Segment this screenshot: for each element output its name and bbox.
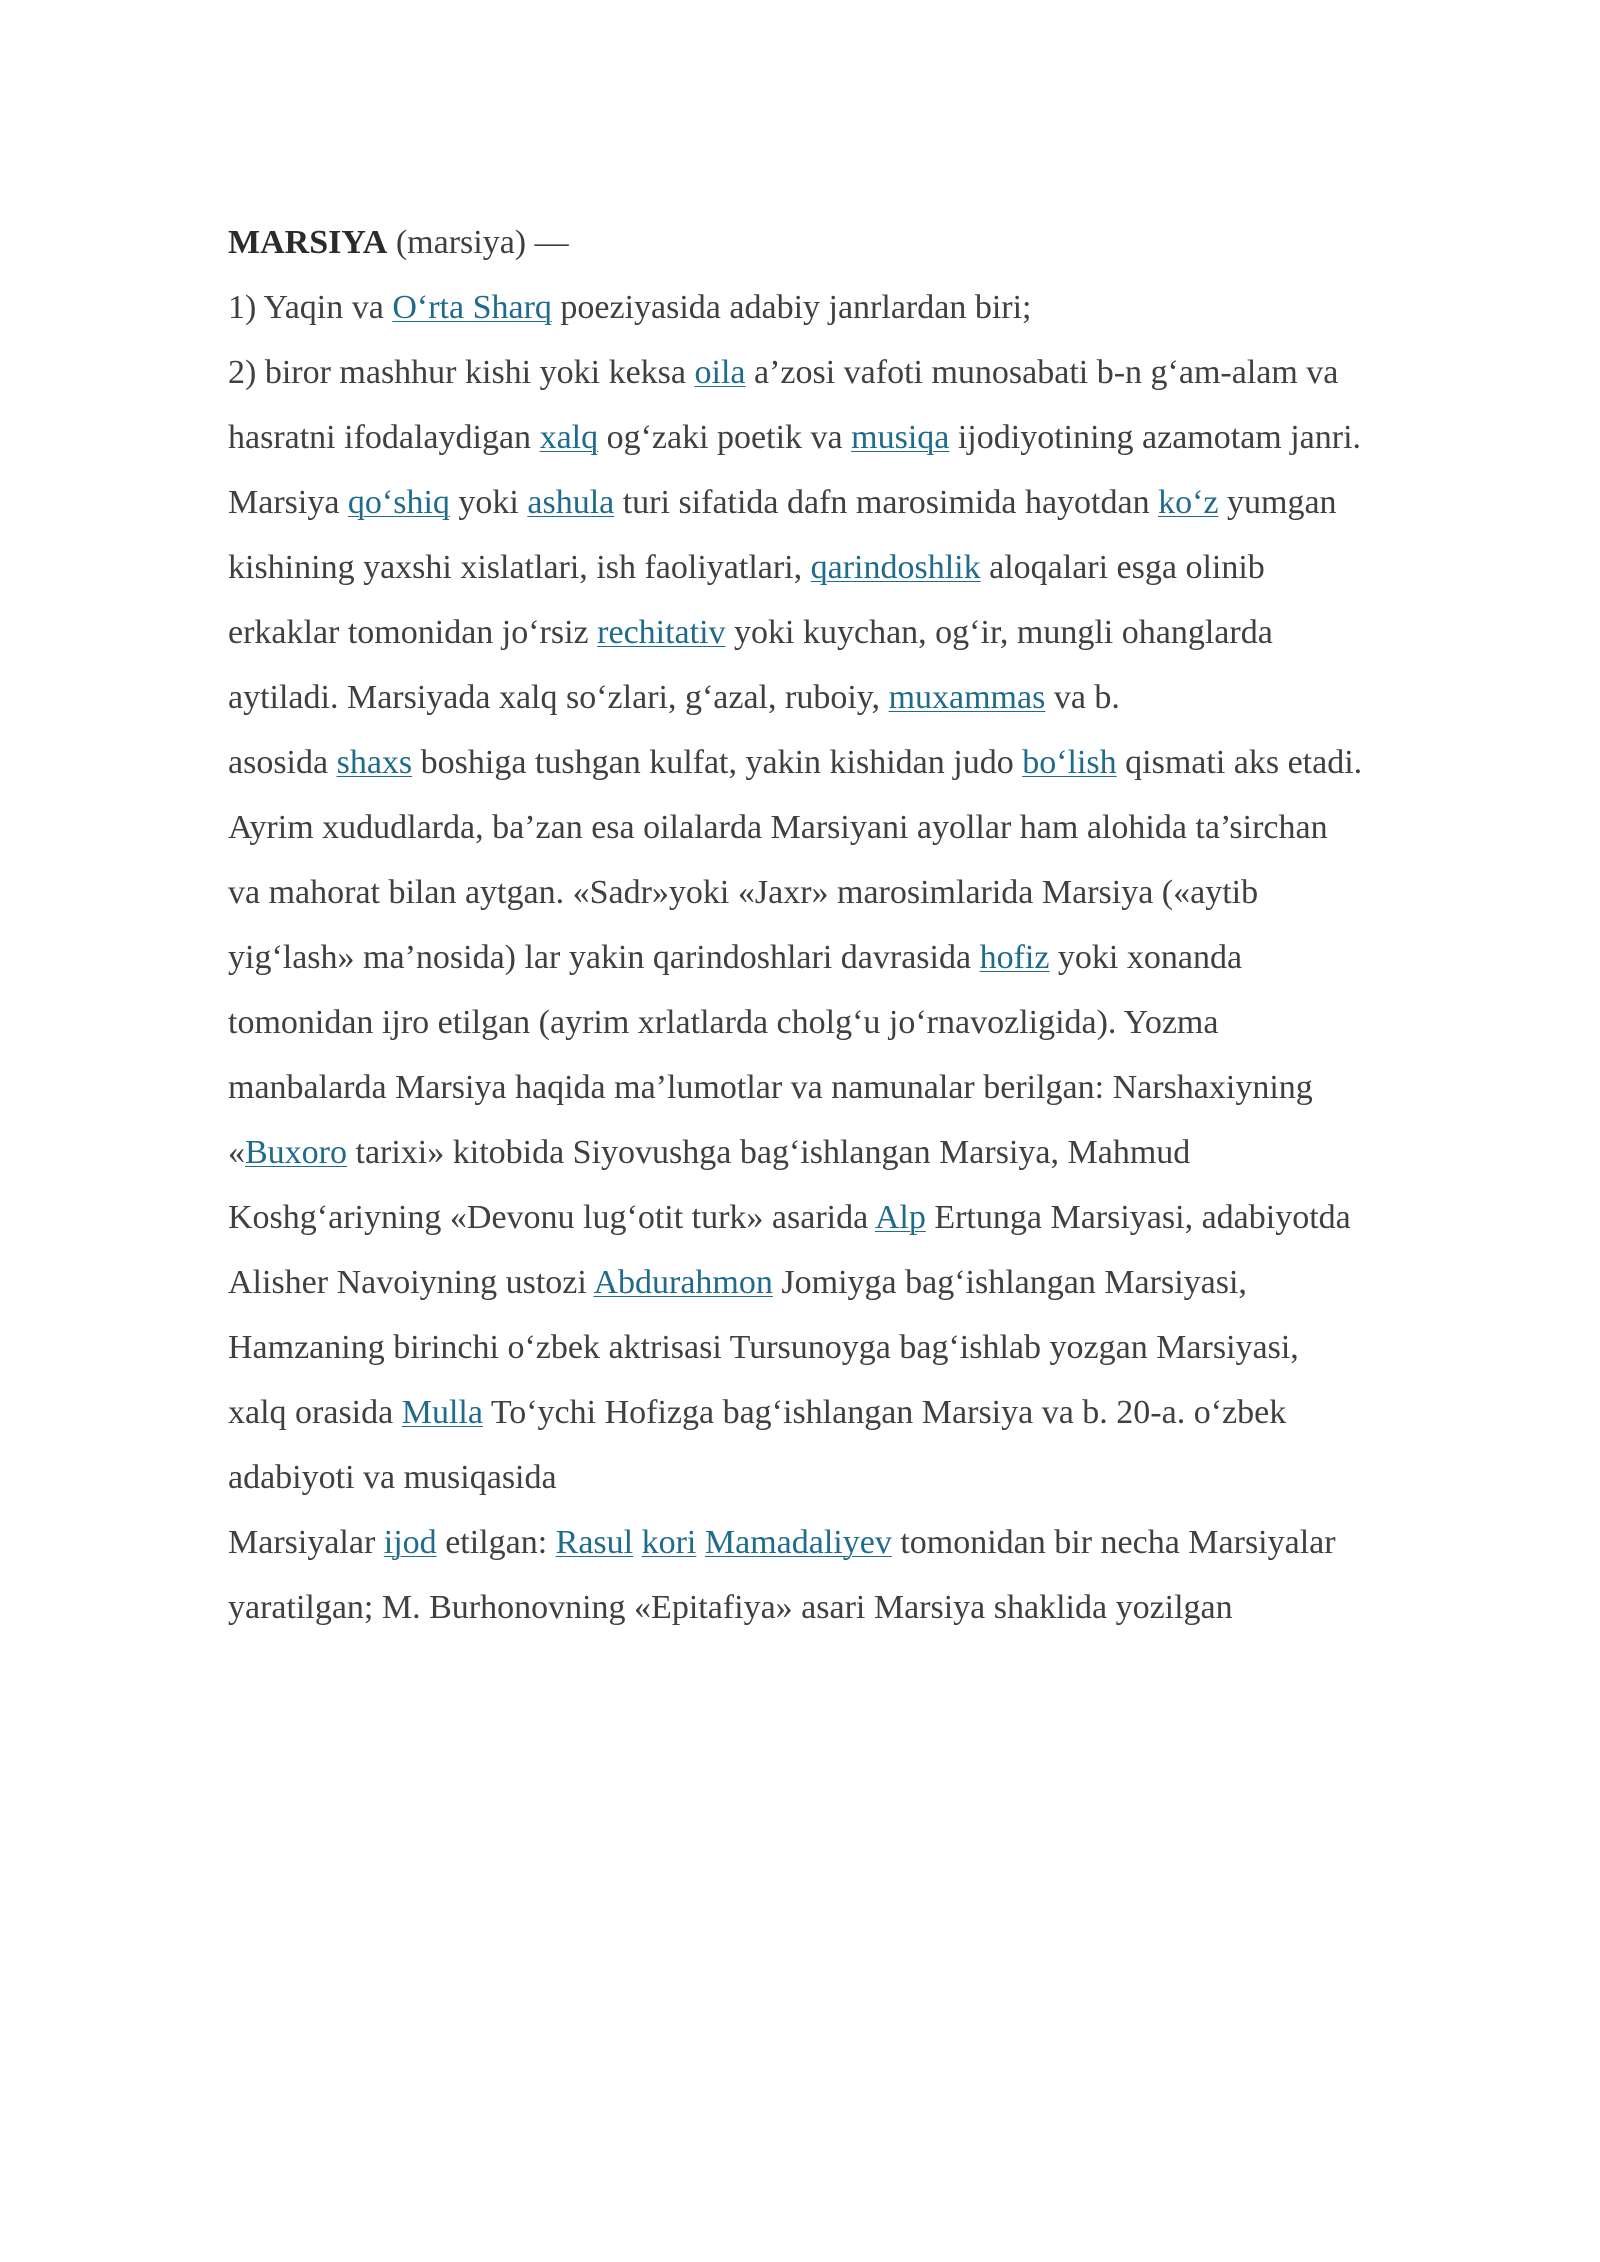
text-run: tomonidan ijro etilgan (ayrim xrlatlarda cholg‘u jo‘rnavozligida). Yozma <box>228 1004 1219 1041</box>
text-line <box>228 1445 1528 1510</box>
text-line <box>228 1315 1528 1380</box>
article-heading-line <box>228 210 1528 275</box>
term-link[interactable]: shaxs <box>336 744 413 781</box>
text-line <box>228 405 1528 470</box>
text-line <box>228 990 1528 1055</box>
text-line <box>228 470 1528 535</box>
text-run: Ertunga Marsiyasi, adabiyotda <box>925 1199 1351 1236</box>
text-line <box>228 600 1528 665</box>
text-line <box>228 1120 1528 1185</box>
term-link[interactable]: rechitativ <box>597 614 726 651</box>
text-run: yoki xonanda <box>1049 939 1243 976</box>
text-run: ijodiyotining azamotam janri. <box>949 419 1362 456</box>
text-run: manbalarda Marsiya haqida ma’lumotlar va namunalar berilgan: Narshaxiyning <box>228 1069 1313 1106</box>
text-run: (marsiya) — <box>387 224 569 261</box>
text-line <box>228 1185 1528 1250</box>
term-link[interactable]: Buxoro <box>245 1134 347 1171</box>
term-link[interactable]: qarindoshlik <box>810 549 981 586</box>
text-run: va mahorat bilan aytgan. «Sadr»yoki «Jaxr» marosimlarida Marsiya («aytib <box>228 874 1259 911</box>
text-line <box>228 535 1528 600</box>
text-line <box>228 925 1528 990</box>
text-run: etilgan: <box>436 1524 556 1561</box>
term-link[interactable]: oila <box>694 354 746 391</box>
text-run: 1) Yaqin va <box>228 289 393 326</box>
text-run: To‘ychi Hofizga bag‘ishlangan Marsiya va b. 20-a. o‘zbek <box>482 1394 1287 1431</box>
term-link[interactable]: bo‘lish <box>1022 744 1117 781</box>
text-line <box>228 1510 1528 1575</box>
text-run: erkaklar tomonidan jo‘rsiz <box>228 614 598 651</box>
text-run: yoki <box>449 484 528 521</box>
text-run: « <box>228 1134 245 1171</box>
term-link[interactable]: muxammas <box>888 679 1046 716</box>
text-run <box>633 1524 642 1561</box>
text-run: aytiladi. Marsiyada xalq so‘zlari, g‘azal, ruboiy, <box>228 679 889 716</box>
term-link[interactable]: ijod <box>383 1524 437 1561</box>
text-run: Koshg‘ariyning «Devonu lug‘otit turk» asarida <box>228 1199 875 1236</box>
article-body <box>228 210 1528 1640</box>
text-run: a’zosi vafoti munosabati b-n g‘am-alam va <box>745 354 1339 391</box>
term-link[interactable]: Abdurahmon <box>593 1264 773 1301</box>
text-run: Hamzaning birinchi o‘zbek aktrisasi Tursunoyga bag‘ishlab yozgan Marsiyasi, <box>228 1329 1299 1366</box>
text-run: Marsiya <box>228 484 348 521</box>
text-run: asosida <box>228 744 337 781</box>
text-line <box>228 1380 1528 1445</box>
text-run: tarixi» kitobida Siyovushga bag‘ishlangan Marsiya, Mahmud <box>347 1134 1191 1171</box>
text-line <box>228 730 1528 795</box>
text-run: yumgan <box>1218 484 1337 521</box>
term-link[interactable]: Mulla <box>401 1394 483 1431</box>
text-line <box>228 275 1528 340</box>
term-link[interactable]: ko‘z <box>1158 484 1219 521</box>
text-line <box>228 665 1528 730</box>
text-line <box>228 1250 1528 1315</box>
term-link[interactable]: ashula <box>527 484 615 521</box>
text-line <box>228 340 1528 405</box>
text-run <box>696 1524 705 1561</box>
text-run: yig‘lash» ma’nosida) lar yakin qarindoshlari davrasida <box>228 939 980 976</box>
text-run: tomonidan bir necha Marsiyalar <box>891 1524 1336 1561</box>
text-run: boshiga tushgan kulfat, yakin kishidan judo <box>412 744 1023 781</box>
term-link[interactable]: Mamadaliyev <box>704 1524 892 1561</box>
term-link[interactable]: qo‘shiq <box>347 484 450 521</box>
text-run: og‘zaki poetik va <box>598 419 852 456</box>
text-line <box>228 795 1528 860</box>
text-run: Ayrim xududlarda, ba’zan esa oilalarda Marsiyani ayollar ham alohida ta’sirchan <box>228 809 1328 846</box>
text-run: xalq orasida <box>228 1394 402 1431</box>
text-run: Jomiyga bag‘ishlangan Marsiyasi, <box>772 1264 1247 1301</box>
text-run: poeziyasida adabiy janrlardan biri; <box>551 289 1032 326</box>
text-run: va b. <box>1045 679 1120 716</box>
text-run: Marsiyalar <box>228 1524 384 1561</box>
text-run: hasratni ifodalaydigan <box>228 419 540 456</box>
article-title: MARSIYA <box>228 224 388 261</box>
text-run: adabiyoti va musiqasida <box>228 1459 557 1496</box>
text-run: Alisher Navoiyning ustozi <box>228 1264 594 1301</box>
text-run: kishining yaxshi xislatlari, ish faoliyatlari, <box>228 549 811 586</box>
text-run: turi sifatida dafn marosimida hayotdan <box>614 484 1159 521</box>
text-run: qismati aks etadi. <box>1116 744 1363 781</box>
term-link[interactable]: hofiz <box>979 939 1050 976</box>
term-link[interactable]: musiqa <box>851 419 950 456</box>
text-line <box>228 1055 1528 1120</box>
term-link[interactable]: Rasul <box>555 1524 634 1561</box>
text-line <box>228 1575 1528 1640</box>
text-run: 2) biror mashhur kishi yoki keksa <box>228 354 695 391</box>
text-run: aloqalari esga olinib <box>980 549 1265 586</box>
text-line <box>228 860 1528 925</box>
term-link[interactable]: xalq <box>539 419 599 456</box>
text-run: yoki kuychan, og‘ir, mungli ohanglarda <box>725 614 1273 651</box>
term-link[interactable]: kori <box>641 1524 697 1561</box>
text-run: yaratilgan; M. Burhonovning «Epitafiya» asari Marsiya shaklida yozilgan <box>228 1589 1233 1626</box>
term-link[interactable]: O‘rta Sharq <box>392 289 552 326</box>
term-link[interactable]: Alp <box>874 1199 926 1236</box>
